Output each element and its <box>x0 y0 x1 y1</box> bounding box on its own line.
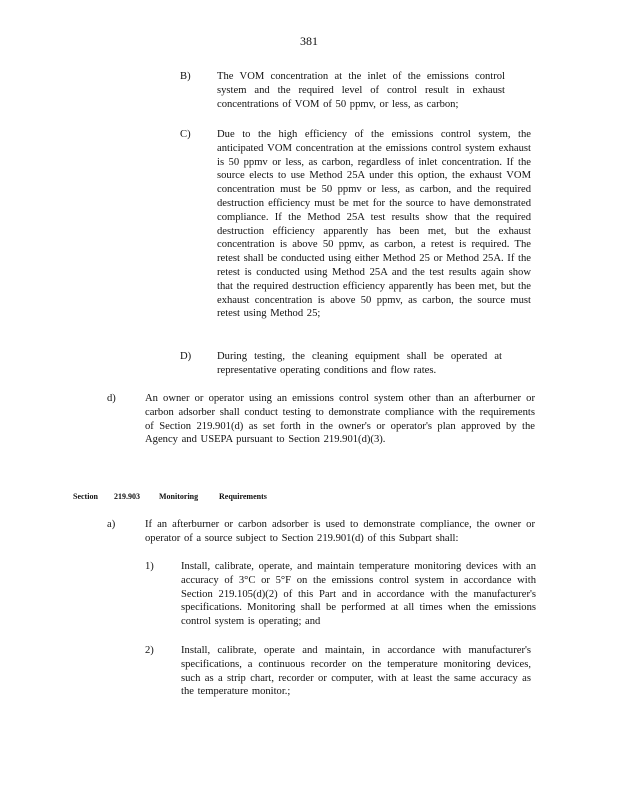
item-2-text: Install, calibrate, operate and maintain, in accordance with manufacturer's specifications, a continuous recorder on the temperature monitoring devices, such as a strip chart, recorder or computer, with at least the same accuracy as the temperature monitor.; <box>181 645 531 698</box>
section-title-requirements: Requirements <box>219 492 267 501</box>
section-number: 219.903 <box>114 492 140 501</box>
item-c-label: C) <box>180 129 191 140</box>
page-number: 381 <box>300 34 318 48</box>
item-c-text: Due to the high efficiency of the emissions control system, the anticipated VOM concentration at the emissions control system exhaust is 50 ppmv or less, as carbon, regardless of inlet concentration. If the source elects to use Method 25A under this option, the exhaust VOM concentration must be 50 ppmv or less, as carbon, and the required destruction efficiency must be met for the source to have demonstrated compliance. If the Method 25A test results show that the required destruction efficiency apparently has been met, but the exhaust concentration is above 50 ppmv, as carbon, a retest is required. The retest shall be conducted using either Method 25 or Method 25A. If the retest is conducted using Method 25A and the test results again show that the required destruction efficiency apparently has been met, but the exhaust concentration is above 50 ppmv, as carbon, the source must retest using Method 25; <box>217 129 531 320</box>
item-d-lower-label: d) <box>107 393 116 404</box>
item-a-text: If an afterburner or carbon adsorber is used to demonstrate compliance, the owner or operator of a source subject to Section 219.901(d) of this Subpart shall: <box>145 519 535 544</box>
item-b-label: B) <box>180 71 191 82</box>
section-word: Section <box>73 492 98 501</box>
item-a-label: a) <box>107 519 116 530</box>
item-1-text: Install, calibrate, operate, and maintain temperature monitoring devices with an accuracy of 3°C or 5°F on the emissions control system in accordance with Section 219.105(d)(2) of this Part and in accordance with the manufacturer's specifications. Monitoring shall be performed at all times when the emissions control system is operating; and <box>181 561 536 628</box>
item-d-upper-text: During testing, the cleaning equipment shall be operated at representative operating conditions and flow rates. <box>217 351 502 376</box>
item-d-upper-label: D) <box>180 351 192 362</box>
item-b-text: The VOM concentration at the inlet of the emissions control system and the required level of control result in exhaust concentrations of VOM of 50 ppmv, or less, as carbon; <box>217 71 505 110</box>
section-title-monitoring: Monitoring <box>159 492 199 501</box>
item-2-label: 2) <box>145 645 154 656</box>
item-1-label: 1) <box>145 561 154 572</box>
item-d-lower-text: An owner or operator using an emissions control system other than an afterburner or carbon adsorber shall conduct testing to demonstrate compliance with the requirements of Section 219.901(d) as set forth in the owner's or operator's plan approved by the Agency and USEPA pursuant to Section 219.901(d)(3). <box>145 393 535 446</box>
